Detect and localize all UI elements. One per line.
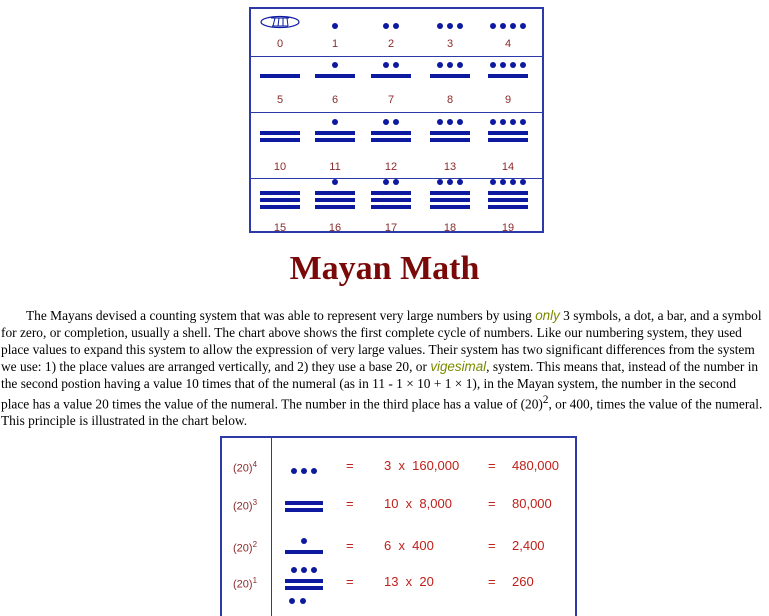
numeral-dot xyxy=(490,23,496,29)
numeral-dot xyxy=(457,23,463,29)
numeral-dot xyxy=(291,567,297,573)
numeral-dot xyxy=(437,119,443,125)
numeral-dot xyxy=(332,23,338,29)
mayan-numeral-chart xyxy=(249,7,544,233)
numeral-bar xyxy=(315,191,355,195)
keyword-only: only xyxy=(535,308,560,323)
numeral-bar xyxy=(315,138,355,142)
numeral-dot xyxy=(393,62,399,68)
equation-result: 2,400 xyxy=(512,538,545,553)
power-exponent: 2 xyxy=(252,540,258,549)
numeral-dot xyxy=(437,62,443,68)
numeral-bar xyxy=(315,131,355,135)
numeral-dot xyxy=(510,119,516,125)
numeral-dot xyxy=(490,62,496,68)
numeral-label: 16 xyxy=(328,222,342,234)
numeral-label: 15 xyxy=(273,222,287,234)
equation-eq2: = xyxy=(488,458,496,473)
numeral-bar xyxy=(488,191,528,195)
numeral-bar xyxy=(260,74,300,78)
numeral-label: 18 xyxy=(443,222,457,234)
numeral-dot xyxy=(500,119,506,125)
numeral-dot xyxy=(393,119,399,125)
numeral-bar xyxy=(285,508,323,512)
equation-result: 80,000 xyxy=(512,496,552,511)
numeral-dot xyxy=(383,62,389,68)
equation-mult: 6 x 400 xyxy=(384,538,434,553)
numeral-bar xyxy=(285,579,323,583)
numeral-dot xyxy=(510,179,516,185)
numeral-dot xyxy=(510,62,516,68)
place-value-chart xyxy=(220,436,577,616)
row-divider xyxy=(251,112,542,113)
numeral-label: 2 xyxy=(387,38,395,50)
power-base: (20) xyxy=(233,500,253,513)
numeral-dot xyxy=(447,119,453,125)
numeral-dot xyxy=(447,23,453,29)
para-text: , or 400, times the value of the numeral. This principle is illustrated in the chart below. xyxy=(1,396,763,429)
power-exponent: 3 xyxy=(252,498,258,507)
equation-eq: = xyxy=(346,574,354,589)
column-divider xyxy=(271,438,272,616)
equation-eq: = xyxy=(346,496,354,511)
equation-mult: 10 x 8,000 xyxy=(384,496,452,511)
equation-eq: = xyxy=(346,458,354,473)
numeral-dot xyxy=(490,119,496,125)
para-text: , system. This means that, instead of the number in the second postion having a value 10 times that of the numeral (as in 11 - 1 × 10 + 1 × 1), in the Mayan system, the number in the second place has a value 20 times the value of the numeral. The number in the third place has a value of (20) xyxy=(1,359,759,412)
numeral-dot xyxy=(520,119,526,125)
numeral-dot xyxy=(383,179,389,185)
numeral-label: 0 xyxy=(276,38,284,50)
numeral-dot xyxy=(332,119,338,125)
para-text: 3 symbols, a dot, a bar, and a symbol for zero, or completion, usually a shell. The chart above shows the first complete cycle of numbers. Like our numbering system, they used place values to expand this system to allow the expression of very large values. Their system has two significant differences from the system we use: 1) the place values are arranged vertically, and 2) they use a base 20, or xyxy=(1,308,762,374)
numeral-label: 5 xyxy=(276,94,284,106)
equation-result: 260 xyxy=(512,574,534,589)
power-base: (20) xyxy=(233,578,253,591)
numeral-bar xyxy=(430,198,470,202)
place-power-label xyxy=(233,498,257,513)
numeral-dot xyxy=(500,23,506,29)
numeral-bar xyxy=(371,74,411,78)
place-power-label xyxy=(233,460,257,475)
numeral-dot xyxy=(500,62,506,68)
numeral-dot xyxy=(383,23,389,29)
numeral-dot xyxy=(457,62,463,68)
numeral-label: 17 xyxy=(384,222,398,234)
numeral-dot xyxy=(301,538,307,544)
numeral-dot xyxy=(437,23,443,29)
equation-eq2: = xyxy=(488,538,496,553)
numeral-label: 10 xyxy=(273,161,287,173)
numeral-dot xyxy=(383,119,389,125)
numeral-bar xyxy=(430,191,470,195)
numeral-bar xyxy=(315,205,355,209)
numeral-bar xyxy=(430,131,470,135)
place-power-label xyxy=(233,540,257,555)
para-text: The Mayans devised a counting system that was able to represent very large numbers by using xyxy=(26,308,536,323)
equation-eq: = xyxy=(346,538,354,553)
numeral-bar xyxy=(260,191,300,195)
numeral-bar xyxy=(260,205,300,209)
numeral-bar xyxy=(285,550,323,554)
numeral-bar xyxy=(488,131,528,135)
power-base: (20) xyxy=(233,542,253,555)
numeral-bar xyxy=(371,191,411,195)
power-exponent: 4 xyxy=(252,460,258,469)
numeral-bar xyxy=(371,198,411,202)
numeral-dot xyxy=(393,23,399,29)
equation-eq2: = xyxy=(488,574,496,589)
numeral-bar xyxy=(315,74,355,78)
power-exponent: 1 xyxy=(252,576,258,585)
shell-zero-icon xyxy=(259,15,301,29)
numeral-label: 4 xyxy=(504,38,512,50)
numeral-dot xyxy=(300,598,306,604)
equation-mult: 13 x 20 xyxy=(384,574,434,589)
numeral-bar xyxy=(430,138,470,142)
numeral-dot xyxy=(311,567,317,573)
row-divider xyxy=(251,56,542,57)
numeral-bar xyxy=(260,131,300,135)
numeral-dot xyxy=(332,62,338,68)
numeral-dot xyxy=(447,62,453,68)
intro-paragraph xyxy=(1,307,767,429)
numeral-dot xyxy=(457,119,463,125)
keyword-vigesimal: vigesimal xyxy=(430,359,487,374)
numeral-label: 8 xyxy=(446,94,454,106)
numeral-label: 11 xyxy=(329,161,341,173)
numeral-dot xyxy=(311,468,317,474)
equation-mult: 3 x 160,000 xyxy=(384,458,460,473)
numeral-label: 14 xyxy=(501,161,515,173)
numeral-bar xyxy=(371,205,411,209)
numeral-bar xyxy=(488,205,528,209)
numeral-dot xyxy=(393,179,399,185)
numeral-dot xyxy=(520,179,526,185)
numeral-dot xyxy=(457,179,463,185)
numeral-bar xyxy=(488,138,528,142)
numeral-label: 13 xyxy=(443,161,457,173)
numeral-bar xyxy=(285,586,323,590)
numeral-label: 7 xyxy=(387,94,395,106)
numeral-label: 12 xyxy=(384,161,398,173)
numeral-bar xyxy=(371,131,411,135)
numeral-dot xyxy=(291,468,297,474)
numeral-bar xyxy=(315,198,355,202)
numeral-bar xyxy=(488,74,528,78)
numeral-dot xyxy=(332,179,338,185)
numeral-dot xyxy=(520,62,526,68)
numeral-bar xyxy=(430,74,470,78)
numeral-dot xyxy=(447,179,453,185)
numeral-dot xyxy=(289,598,295,604)
numeral-bar xyxy=(260,138,300,142)
numeral-bar xyxy=(260,198,300,202)
numeral-label: 19 xyxy=(501,222,515,234)
numeral-label: 9 xyxy=(504,94,512,106)
numeral-label: 6 xyxy=(331,94,339,106)
para-superscript: 2 xyxy=(542,394,549,406)
numeral-bar xyxy=(488,198,528,202)
numeral-bar xyxy=(430,205,470,209)
power-base: (20) xyxy=(233,462,253,475)
numeral-dot xyxy=(437,179,443,185)
equation-result: 480,000 xyxy=(512,458,559,473)
numeral-dot xyxy=(490,179,496,185)
numeral-dot xyxy=(510,23,516,29)
numeral-label: 1 xyxy=(331,38,339,50)
numeral-label: 3 xyxy=(446,38,454,50)
numeral-dot xyxy=(520,23,526,29)
numeral-dot xyxy=(301,468,307,474)
place-power-label xyxy=(233,576,257,591)
equation-eq2: = xyxy=(488,496,496,511)
page-title: Mayan Math xyxy=(289,250,480,287)
numeral-bar xyxy=(285,501,323,505)
numeral-dot xyxy=(500,179,506,185)
numeral-bar xyxy=(371,138,411,142)
numeral-dot xyxy=(301,567,307,573)
